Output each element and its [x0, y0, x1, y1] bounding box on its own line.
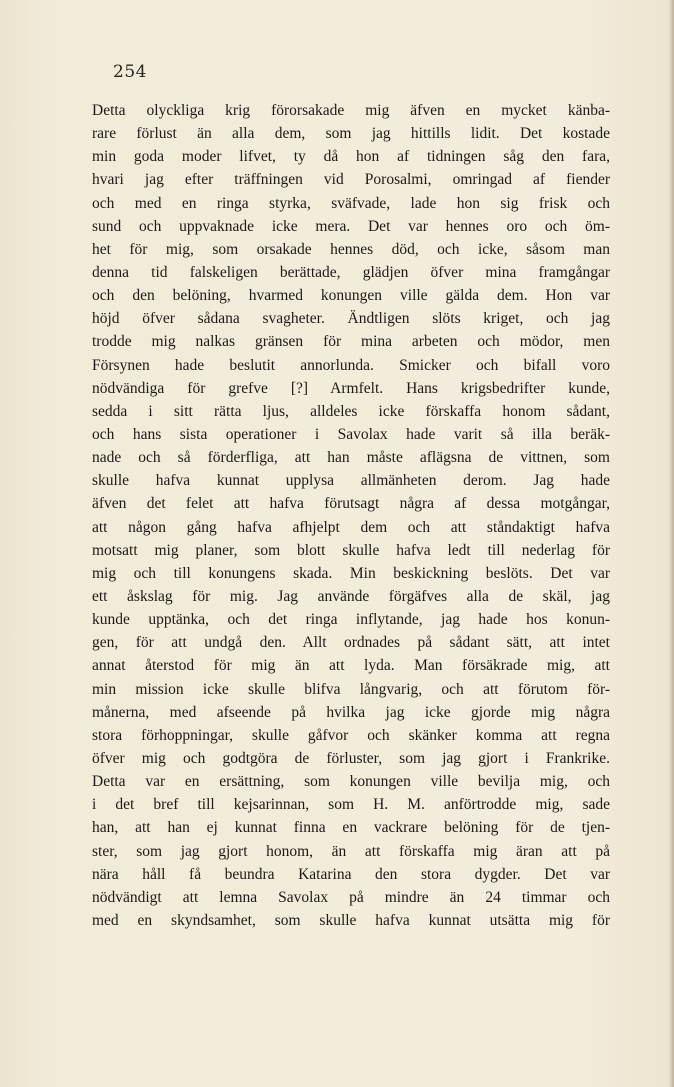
body-text	[92, 99, 610, 932]
text-line: motsatt mig planer, som blott skulle hafva ledt till nederlag för	[92, 541, 610, 559]
page-edge-shadow	[668, 0, 674, 1087]
text-line: nära håll få beundra Katarina den stora dygder. Det var	[92, 865, 610, 883]
text-line: mig och till konungens skada. Min beskickning beslöts. Det var	[92, 564, 610, 582]
text-line: han, att han ej kunnat finna en vackrare belöning för de tjen-	[92, 819, 610, 837]
text-line: Försynen hade beslutit annorlunda. Smicker och bifall voro	[92, 356, 610, 374]
text-line: hvari jag efter träffningen vid Porosalmi, omringad af fiender	[92, 171, 610, 189]
text-line: Detta var en ersättning, som konungen ville bevilja mig, och	[92, 773, 610, 791]
text-line: rare förlust än alla dem, som jag hittills lidit. Det kostade	[92, 125, 610, 143]
text-line: skulle hafva kunnat upplysa allmänheten derom. Jag hade	[92, 472, 610, 490]
text-line: och med en ringa styrka, sväfvade, lade hon sig frisk och	[92, 194, 610, 212]
text-line: ett åskslag för mig. Jag använde förgäfves alla de skäl, jag	[92, 587, 610, 605]
text-line: och den belöning, hvarmed konungen ville gälda dem. Hon var	[92, 287, 610, 305]
text-line: trodde mig nalkas gränsen för mina arbeten och mödor, men	[92, 333, 610, 351]
text-line: månerna, med afseende på hvilka jag icke gjorde mig några	[92, 703, 610, 721]
text-line: gen, för att undgå den. Allt ordnades på sådant sätt, att intet	[92, 634, 610, 652]
text-line: sund och uppvaknade icke mera. Det var hennes oro och öm-	[92, 217, 610, 235]
text-line: med en skyndsamhet, som skulle hafva kunnat utsätta mig för	[92, 911, 610, 929]
text-line: nödvändigt att lemna Savolax på mindre än 24 timmar och	[92, 888, 610, 906]
text-line: öfver mig och godtgöra de förluster, som jag gjort i Frankrike.	[92, 749, 610, 767]
text-line: kunde upptänka, och det ringa inflytande, jag hade hos konun-	[92, 611, 610, 629]
page-number: 254	[113, 62, 147, 82]
text-line: het för mig, som orsakade hennes död, och icke, såsom man	[92, 240, 610, 258]
text-line: nade och så förderfliga, att han måste aflägsna de vittnen, som	[92, 449, 610, 467]
text-line: att någon gång hafva afhjelpt dem och att ståndaktigt hafva	[92, 518, 610, 536]
text-line: ster, som jag gjort honom, än att förskaffa mig äran att på	[92, 842, 610, 860]
text-line: höjd öfver sådana svagheter. Ändtligen slöts kriget, och jag	[92, 310, 610, 328]
text-line: annat återstod för mig än att lyda. Man försäkrade mig, att	[92, 657, 610, 675]
text-line: äfven det felet att hafva förutsagt några af dessa motgångar,	[92, 495, 610, 513]
text-line: sedda i sitt rätta ljus, alldeles icke förskaffa honom sådant,	[92, 402, 610, 420]
text-line: Detta olyckliga krig förorsakade mig äfven en mycket känba-	[92, 102, 610, 119]
text-line: min mission icke skulle blifva långvarig, och att förutom för-	[92, 680, 610, 698]
text-line: stora förhoppningar, skulle gåfvor och skänker komma att regna	[92, 726, 610, 744]
text-line: min goda moder lifvet, ty då hon af tidningen såg den fara,	[92, 148, 610, 166]
text-line: denna tid falskeligen berättade, glädjen öfver mina framgångar	[92, 263, 610, 281]
text-line: nödvändiga för grefve [?] Armfelt. Hans krigsbedrifter kunde,	[92, 379, 610, 397]
text-line: och hans sista operationer i Savolax hade varit så illa beräk-	[92, 425, 610, 443]
text-line: i det bref till kejsarinnan, som H. M. anförtrodde mig, sade	[92, 796, 610, 814]
